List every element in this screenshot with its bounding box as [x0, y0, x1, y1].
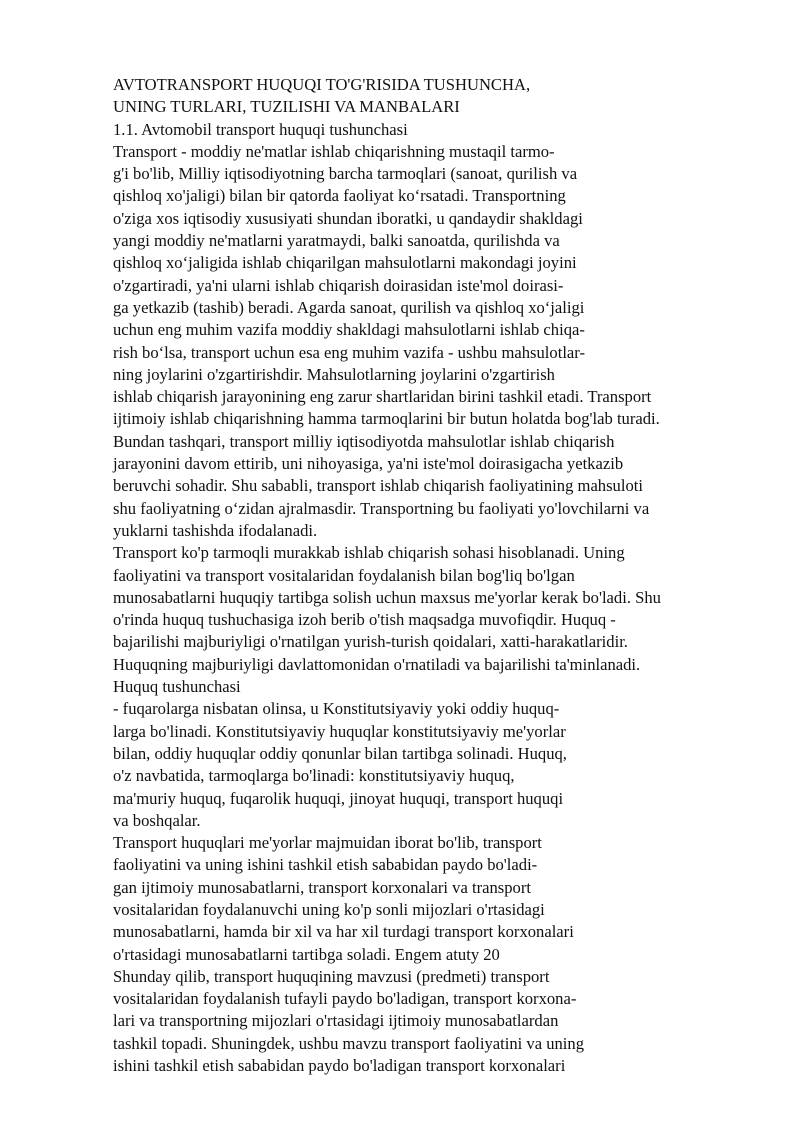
text-line: faoliyatini va uning ishini tashkil etish sababidan paydo bo'ladi-: [113, 855, 538, 875]
text-line: vositalaridan foydalanish tufayli paydo bo'ladigan, transport korxona-: [113, 989, 577, 1009]
text-line: munosabatlarni, hamda bir xil va har xil turdagi transport korxonalari: [113, 922, 574, 942]
text-line: Shunday qilib, transport huquqining mavzusi (predmeti) transport: [113, 966, 550, 986]
text-line: munosabatlarni huquqiy tartibga solish uchun maxsus me'yorlar kerak bo'ladi. Shu: [113, 587, 661, 607]
text-line: ga yetkazib (tashib) beradi. Agarda sanoat, qurilish va qishloq xo‘jaligi: [113, 297, 585, 317]
text-line: bilan, oddiy huquqlar oddiy qonunlar bilan tartibga solinadi. Huquq,: [113, 743, 567, 763]
text-line: ishlab chiqarish jarayonining eng zarur shartlaridan birini tashkil etadi. Transport: [113, 387, 652, 407]
text-line: bajarilishi majburiyligi o'rnatilgan yurish-turish qoidalari, xatti-harakatlaridir.: [113, 632, 628, 652]
text-line: lari va transportning mijozlari o'rtasidagi ijtimoiy munosabatlardan: [113, 1011, 559, 1031]
text-line: Huquqning majburiyligi davlattomonidan o'rnatiladi va bajarilishi ta'minlanadi.: [113, 654, 641, 674]
section-heading: 1.1. Avtomobil transport huquqi tushunchasi: [113, 119, 408, 139]
text-line: Bundan tashqari, transport milliy iqtisodiyotda mahsulotlar ishlab chiqarish: [113, 431, 615, 451]
text-line: o'rinda huquq tushuchasiga izoh berib o'tish maqsadga muvofiqdir. Huquq -: [113, 610, 616, 630]
text-line: beruvchi sohadir. Shu sababli, transport ishlab chiqarish faoliyatining mahsuloti: [113, 476, 643, 496]
text-line: - fuqarolarga nisbatan olinsa, u Konstitutsiyaviy yoki oddiy huquq-: [113, 699, 560, 719]
text-line: Huquq tushunchasi: [113, 677, 241, 697]
text-line: yangi moddiy ne'matlarni yaratmaydi, balki sanoatda, qurilishda va: [113, 231, 560, 251]
text-line: rish bo‘lsa, transport uchun esa eng muhim vazifa - ushbu mahsulotlar-: [113, 342, 586, 362]
text-line: va boshqalar.: [113, 810, 201, 830]
text-line: o'rtasidagi munosabatlarni tartibga soladi. Engem atuty 20: [113, 944, 500, 964]
text-line: qishloq xo‘jaligida ishlab chiqarilgan mahsulotlarni makondagi joyini: [113, 253, 577, 273]
text-line: shu faoliyatning o‘zidan ajralmasdir. Transportning bu faoliyati yo'lovchilarni va: [113, 498, 650, 518]
document-title-line: AVTOTRANSPORT HUQUQI TO'G'RISIDA TUSHUNCHA,: [113, 75, 531, 94]
document-page: [113, 74, 793, 1077]
text-line: Transport - moddiy ne'matlar ishlab chiqarishning mustaqil tarmo-: [113, 141, 555, 161]
text-line: o'ziga xos iqtisodiy xususiyati shundan iboratki, u qandaydir shakldagi: [113, 208, 583, 228]
document-title-line: UNING TURLARI, TUZILISHI VA MANBALARI: [113, 97, 460, 117]
text-line: Transport ko'p tarmoqli murakkab ishlab chiqarish sohasi hisoblanadi. Uning: [113, 543, 625, 563]
text-line: vositalaridan foydalanuvchi uning ko'p sonli mijozlari o'rtasidagi: [113, 899, 545, 919]
text-line: ijtimoiy ishlab chiqarishning hamma tarmoqlarini bir butun holatda bog'lab turadi.: [113, 409, 660, 429]
text-line: yuklarni tashishda ifodalanadi.: [113, 520, 318, 540]
text-line: g'i bo'lib, Milliy iqtisodiyotning barcha tarmoqlari (sanoat, qurilish va: [113, 164, 578, 184]
text-line: gan ijtimoiy munosabatlarni, transport korxonalari va transport: [113, 877, 531, 897]
text-line: ishini tashkil etish sababidan paydo bo'ladigan transport korxonalari: [113, 1056, 566, 1076]
text-line: qishloq xo'jaligi) bilan bir qatorda faoliyat ko‘rsatadi. Transportning: [113, 186, 566, 206]
text-line: tashkil topadi. Shuningdek, ushbu mavzu transport faoliyatini va uning: [113, 1033, 585, 1053]
text-line: ning joylarini o'zgartirishdir. Mahsulotlarning joylarini o'zgartirish: [113, 364, 555, 384]
text-line: larga bo'linadi. Konstitutsiyaviy huquqlar konstitutsiyaviy me'yorlar: [113, 721, 566, 741]
text-line: o'z navbatida, tarmoqlarga bo'linadi: konstitutsiyaviy huquq,: [113, 766, 515, 786]
text-line: jarayonini davom ettirib, uni nihoyasiga, ya'ni iste'mol doirasigacha yetkazib: [113, 454, 624, 474]
text-line: ma'muriy huquq, fuqarolik huquqi, jinoyat huquqi, transport huquqi: [113, 788, 564, 808]
text-line: Transport huquqlari me'yorlar majmuidan iborat bo'lib, transport: [113, 833, 542, 853]
text-line: uchun eng muhim vazifa moddiy shakldagi mahsulotlarni ishlab chiqa-: [113, 320, 585, 340]
text-line: o'zgartiradi, ya'ni ularni ishlab chiqarish doirasidan iste'mol doirasi-: [113, 275, 564, 295]
text-line: faoliyatini va transport vositalaridan foydalanish bilan bog'liq bo'lgan: [113, 565, 575, 585]
